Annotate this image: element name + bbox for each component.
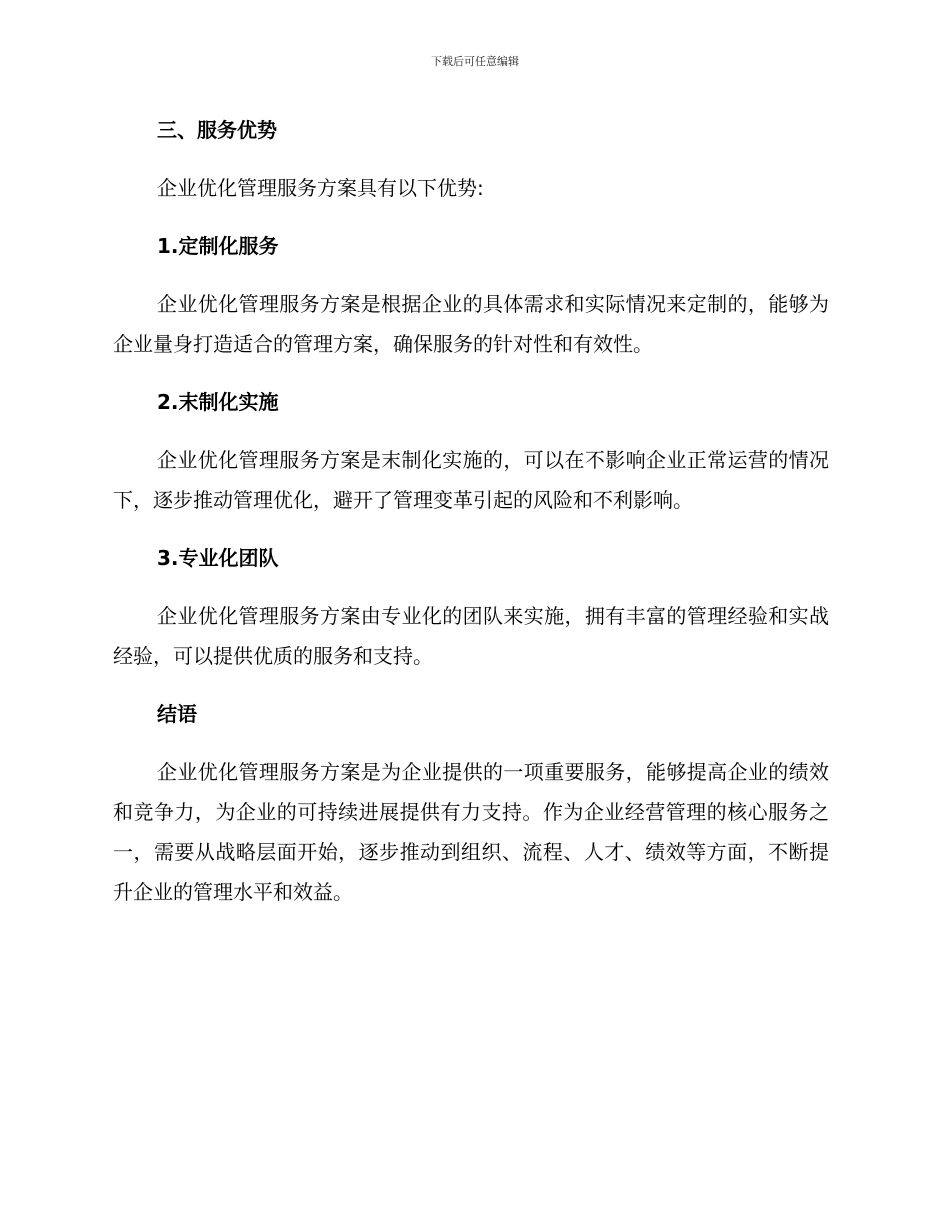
item2-heading: 2.末制化实施 xyxy=(157,390,279,414)
item3-heading: 3.专业化团队 xyxy=(157,546,279,570)
section-heading-advantages: 三、服务优势 xyxy=(157,118,277,142)
item1-heading: 1.定制化服务 xyxy=(157,234,279,258)
page-header: 下载后可任意编辑 xyxy=(431,55,519,68)
advantages-intro-paragraph: 企业优化管理服务方案具有以下优势: xyxy=(157,176,484,200)
document-body xyxy=(113,110,829,912)
item3-paragraph: 企业优化管理服务方案由专业化的团队来实施，拥有丰富的管理经验和实战经验，可以提供优质的服务和支持。 xyxy=(113,604,829,668)
item2-paragraph: 企业优化管理服务方案是末制化实施的，可以在不影响企业正常运营的情况下，逐步推动管理优化，避开了管理变革引起的风险和不利影响。 xyxy=(113,448,829,512)
item1-paragraph: 企业优化管理服务方案是根据企业的具体需求和实际情况来定制的，能够为企业量身打造适合的管理方案，确保服务的针对性和有效性。 xyxy=(113,292,829,356)
conclusion-heading: 结语 xyxy=(157,702,197,726)
conclusion-paragraph: 企业优化管理服务方案是为企业提供的一项重要服务，能够提高企业的绩效和竞争力，为企业的可持续进展提供有力支持。作为企业经营管理的核心服务之一，需要从战略层面开始，逐步推动到组织、流程、人才、绩效等方面，不断提升企业的管理水平和效益。 xyxy=(113,760,829,904)
